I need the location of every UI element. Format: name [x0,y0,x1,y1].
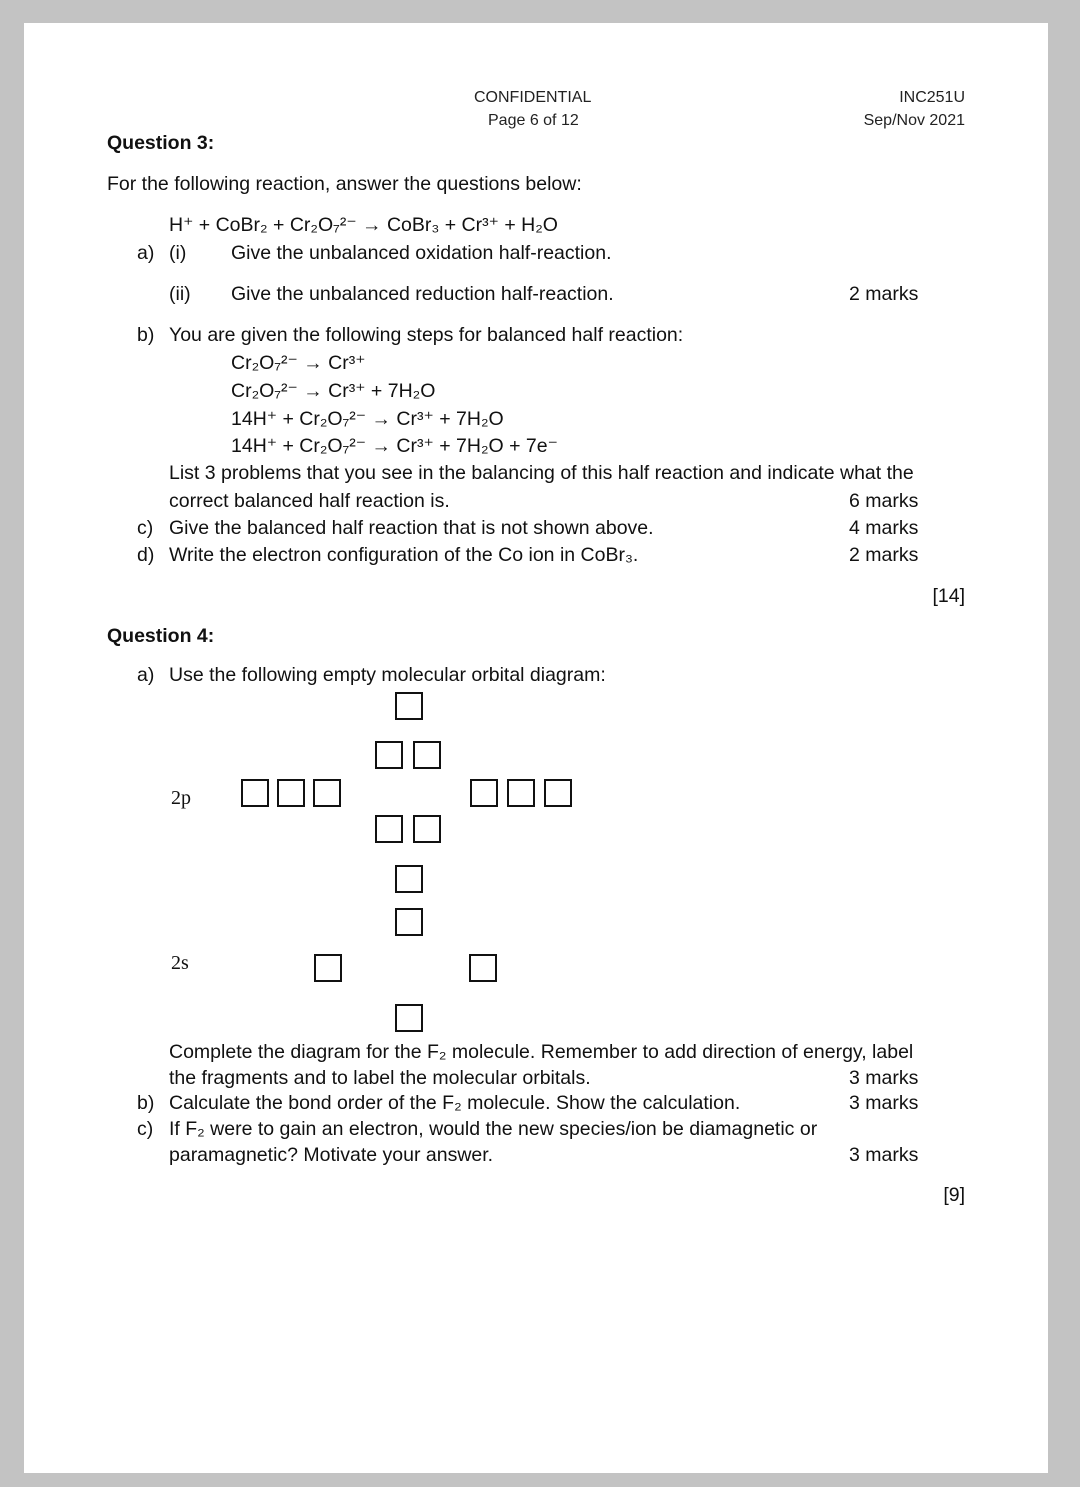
q3-a-ii-label: (ii) [169,283,191,305]
q4-c-label: c) [137,1118,154,1140]
q3-b-list-line-2: correct balanced half reaction is. [169,490,450,512]
question-3-title: Question 3: [107,132,215,154]
header-course-code: INC251U [899,89,965,106]
exam-page [24,23,1048,1473]
q4-total-marks: [9] [943,1184,965,1206]
half-reaction-step-3: 14H⁺ + Cr₂O₇²⁻ → Cr³⁺ + 7H₂O [231,408,504,430]
atomic-orbital-box[interactable] [470,779,498,807]
q4-a-label: a) [137,664,155,686]
q3-c-label: c) [137,517,154,539]
atomic-orbital-box[interactable] [313,779,341,807]
mo-orbital-box[interactable] [375,741,403,769]
q3-a-i-text: Give the unbalanced oxidation half-reaction. [231,242,612,264]
q3-total-marks: [14] [932,585,965,607]
q3-a-marks: 2 marks [849,283,919,305]
q4-b-marks: 3 marks [849,1092,919,1114]
q4-complete-line-1: Complete the diagram for the F₂ molecule. Remember to add direction of energy, label [169,1041,914,1063]
mo-orbital-box[interactable] [395,908,423,936]
q3-b-marks: 6 marks [849,490,919,512]
q4-b-text: Calculate the bond order of the F₂ molecule. Show the calculation. [169,1092,741,1114]
half-reaction-step-4: 14H⁺ + Cr₂O₇²⁻ → Cr³⁺ + 7H₂O + 7e⁻ [231,435,558,457]
half-reaction-step-2: Cr₂O₇²⁻ → Cr³⁺ + 7H₂O [231,380,436,402]
atomic-orbital-box[interactable] [544,779,572,807]
atomic-orbital-box[interactable] [241,779,269,807]
label-2p: 2p [171,787,191,809]
q3-c-text: Give the balanced half reaction that is not shown above. [169,517,654,539]
reaction-equation: H⁺ + CoBr₂ + Cr₂O₇²⁻ → CoBr₃ + Cr³⁺ + H₂O [169,214,558,236]
q3-a-ii-text: Give the unbalanced reduction half-reaction. [231,283,614,305]
atomic-orbital-box[interactable] [277,779,305,807]
half-reaction-step-1: Cr₂O₇²⁻ → Cr³⁺ [231,352,366,374]
q3-b-list-line-1: List 3 problems that you see in the balancing of this half reaction and indicate what the [169,462,914,484]
q4-complete-line-2: the fragments and to label the molecular orbitals. [169,1067,591,1089]
q3-c-marks: 4 marks [849,517,919,539]
question-3-intro: For the following reaction, answer the questions below: [107,173,582,195]
label-2s: 2s [171,952,189,974]
atomic-orbital-box[interactable] [314,954,342,982]
header-session: Sep/Nov 2021 [863,112,965,129]
header-page-number: Page 6 of 12 [488,112,579,129]
q3-a-label: a) [137,242,155,264]
q3-d-label: d) [137,544,155,566]
mo-orbital-box[interactable] [413,741,441,769]
mo-orbital-box[interactable] [395,692,423,720]
q3-d-text: Write the electron configuration of the Co ion in CoBr₃. [169,544,639,566]
q3-b-label: b) [137,324,155,346]
q4-c-marks: 3 marks [849,1144,919,1166]
mo-orbital-box[interactable] [413,815,441,843]
q4-a-text: Use the following empty molecular orbital diagram: [169,664,606,686]
q4-b-label: b) [137,1092,155,1114]
mo-orbital-box[interactable] [395,1004,423,1032]
atomic-orbital-box[interactable] [469,954,497,982]
question-4-title: Question 4: [107,625,215,647]
q3-a-i-label: (i) [169,242,187,264]
q3-d-marks: 2 marks [849,544,919,566]
q4-a-marks: 3 marks [849,1067,919,1089]
mo-orbital-box[interactable] [395,865,423,893]
header-confidential: CONFIDENTIAL [474,89,592,106]
q3-b-text: You are given the following steps for balanced half reaction: [169,324,684,346]
q4-c-line-2: paramagnetic? Motivate your answer. [169,1144,494,1166]
mo-orbital-box[interactable] [375,815,403,843]
atomic-orbital-box[interactable] [507,779,535,807]
q4-c-line-1: If F₂ were to gain an electron, would the new species/ion be diamagnetic or [169,1118,818,1140]
